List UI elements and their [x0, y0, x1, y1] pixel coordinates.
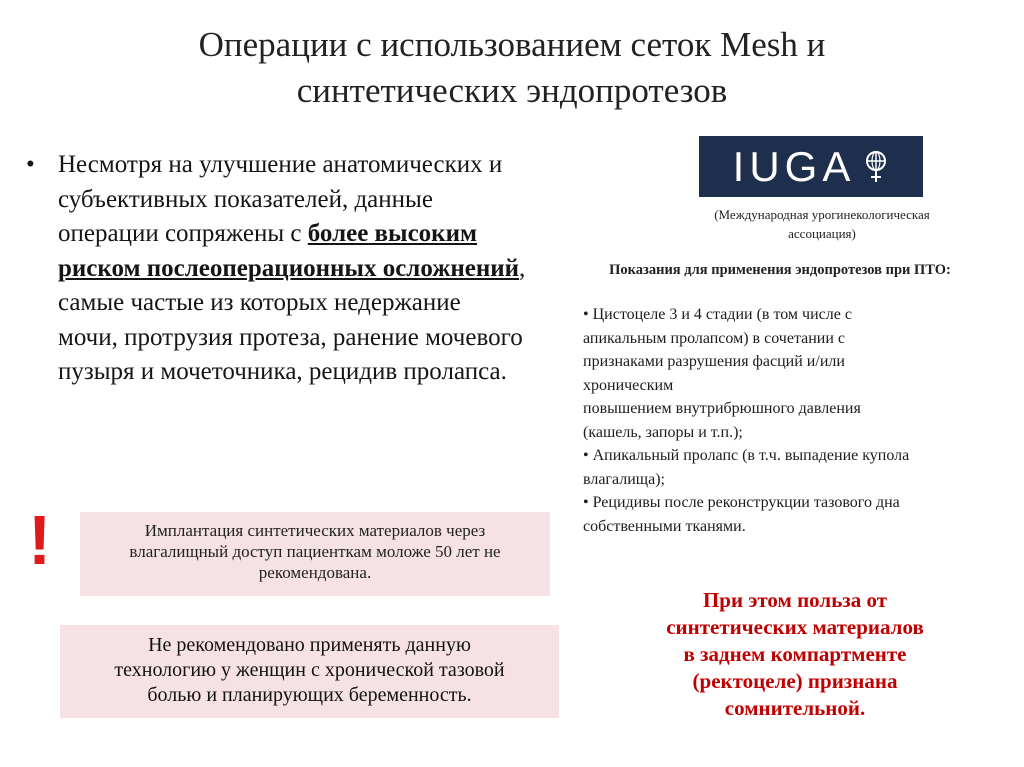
indications-line: влагалища);	[583, 470, 665, 488]
logo-caption	[672, 205, 972, 243]
indications-line: апикальным пролапсом) в сочетании с	[583, 329, 846, 347]
conclusion-line-3: в заднем компартменте	[683, 642, 907, 666]
technology-warning-box	[60, 625, 559, 718]
indications-line: повышением внутрибрюшного давления	[583, 400, 861, 417]
conclusion-line-2: синтетических материалов	[666, 615, 924, 639]
logo-caption-line-1: (Международная урогинекологическая	[714, 207, 930, 222]
indications-line: хроническим	[583, 376, 674, 394]
implant-warning-text: Имплантация синтетических материалов через влагалищный доступ пациенткам моложе 50 лет не рекомендована.	[129, 521, 501, 582]
iuga-logo	[699, 136, 923, 197]
main-bullet-text	[58, 148, 526, 390]
bullet-marker: •	[26, 151, 35, 178]
iuga-logo-text: IUGA	[732, 142, 856, 190]
indications-title: Показания для применения эндопротезов при ПТО:	[609, 262, 951, 278]
conclusion-note	[600, 587, 990, 722]
implant-warning-box	[80, 512, 550, 596]
conclusion-line-4: (ректоцеле) признана	[692, 669, 898, 693]
globe-female-symbol-icon	[863, 149, 889, 185]
indications-line: • Апикальный пролапс (в т.ч. выпадение купола	[583, 447, 910, 464]
title-line-2: синтетических эндопротезов	[296, 71, 728, 110]
slide-title	[90, 22, 934, 114]
indications-line: • Цистоцеле 3 и 4 стадии (в том числе с	[583, 306, 852, 323]
logo-caption-line-2: ассоциация)	[788, 226, 856, 241]
technology-warning-line-3: болью и планирующих беременность.	[147, 684, 472, 706]
indications-line: (кашель, запоры и т.п.);	[583, 423, 743, 441]
technology-warning-line-2: технологию у женщин с хронической тазовой	[114, 659, 505, 681]
main-bullet-text-before: Несмотря на улучшение анатомических и субъективных показателей, данные операции сопряжены с	[58, 151, 503, 247]
warning-exclamation-icon: !	[28, 501, 52, 579]
main-bullet	[26, 148, 526, 390]
indications-list	[583, 303, 1003, 538]
indications-line: собственными тканями.	[583, 517, 746, 535]
main-bullet-text-after: , самые частые из которых недержание мочи, протрузия протеза, ранение мочевого пузыря и мочеточника, рецидив пролапса.	[58, 254, 526, 385]
conclusion-line-1: При этом польза от	[702, 588, 888, 612]
conclusion-line-5: сомнительной.	[724, 696, 866, 720]
technology-warning-line-1: Не рекомендовано применять данную	[148, 634, 471, 656]
indications-line: признаками разрушения фасций и/или	[583, 353, 845, 370]
main-bullet-emphasis: более высоким риском послеоперационных осложнений	[58, 220, 520, 282]
indications-line: • Рецидивы после реконструкции тазового дна	[583, 494, 900, 511]
title-line-1: Операции с использованием сеток Mesh и	[198, 25, 826, 64]
